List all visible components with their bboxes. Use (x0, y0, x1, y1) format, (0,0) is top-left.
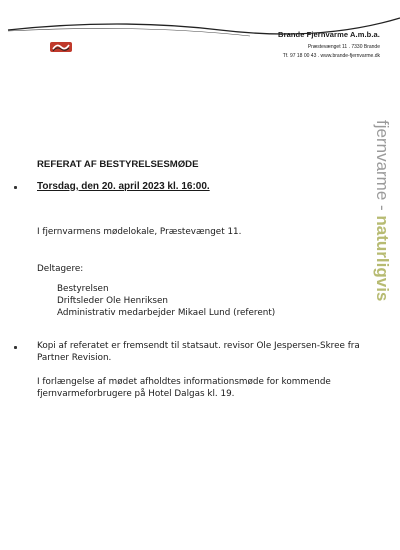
vertical-slogan (358, 120, 392, 370)
meeting-location: I fjernvarmens mødelokale, Præstevænget 11. (37, 227, 242, 237)
participants-label: Deltagere: (37, 264, 84, 274)
participants-list (57, 283, 275, 319)
slogan-separator: - (373, 200, 392, 216)
participant-item: Bestyrelsen (57, 284, 109, 294)
company-name: Brande Fjernvarme A.m.b.a. (278, 30, 380, 39)
scan-mark (14, 346, 17, 349)
svg-text:fjernvarme - naturligvis (373, 120, 392, 301)
slogan-word-naturligvis: naturligvis (373, 215, 392, 302)
participant-item: Administrativ medarbejder Mikael Lund (referent) (57, 308, 276, 318)
meeting-date: Torsdag, den 20. april 2023 kl. 16:00. (37, 181, 210, 192)
slogan-word-fjernvarme: fjernvarme (373, 120, 392, 201)
company-address: Præstevænget 11 . 7330 Brande (307, 44, 380, 50)
participant-item: Driftsleder Ole Henriksen (57, 296, 168, 306)
scan-mark (14, 186, 17, 189)
copy-note: Kopi af referatet er fremsendt til statsaut. revisor Ole Jespersen-Skree fra Partner Revision. (37, 341, 360, 363)
brande-fjernvarme-logo-icon (50, 41, 72, 53)
company-contact: Tf. 97 18 00 43 . www.brande-fjernvarme.dk (282, 53, 380, 59)
information-meeting-note: I forlængelse af mødet afholdtes informationsmøde for kommende fjernvarmeforbrugere på Hotel Dalgas kl. 19. (37, 377, 331, 399)
document-title: REFERAT AF BESTYRELSESMØDE (37, 159, 199, 170)
